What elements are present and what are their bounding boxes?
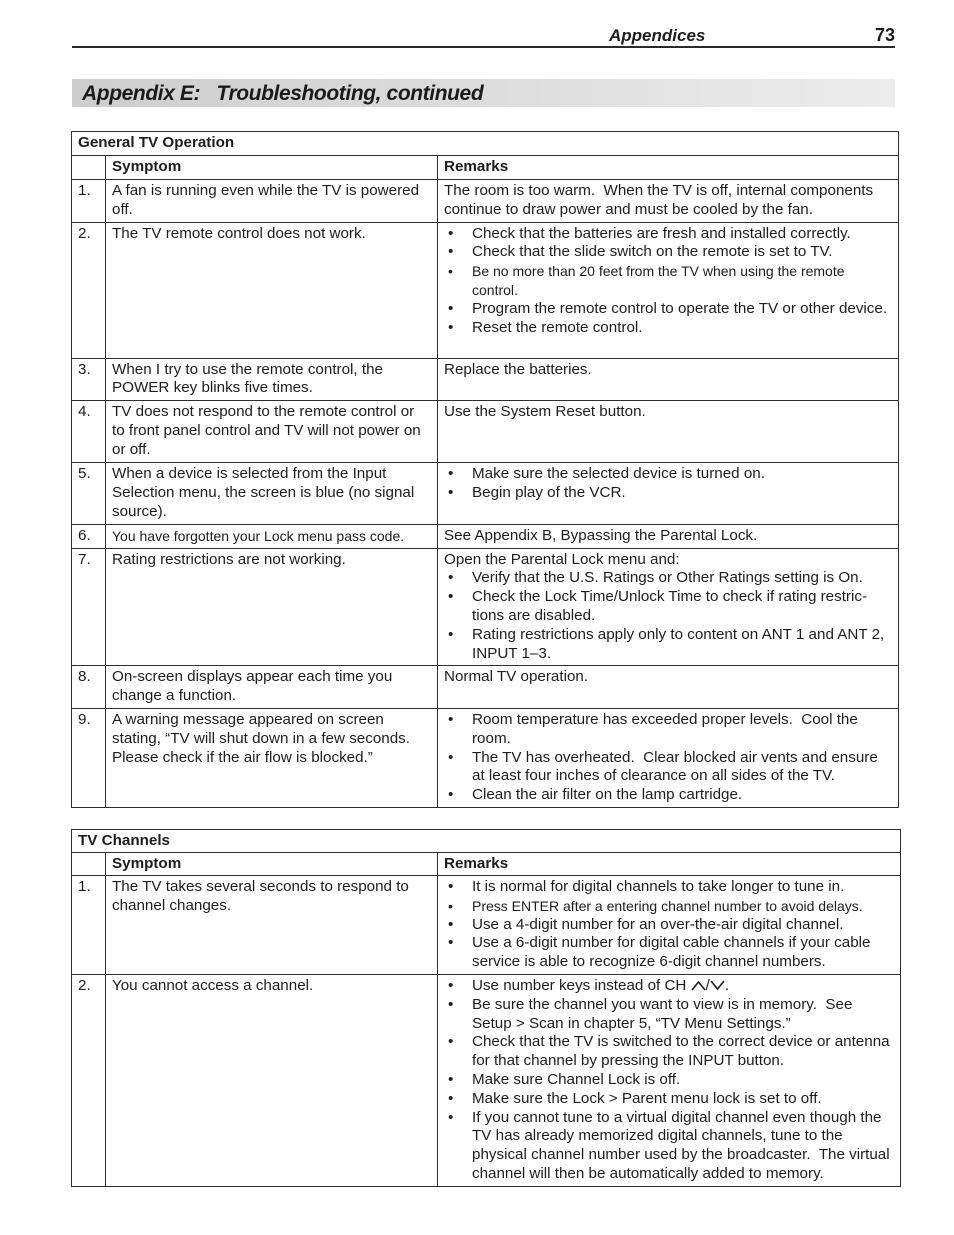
symptom-cell: When I try to use the remote control, the POWER key blinks five times. bbox=[106, 358, 438, 401]
remarks-cell bbox=[438, 222, 899, 358]
section-label: Appendices bbox=[609, 26, 706, 45]
remark-bullet: • Use a 4-digit number for an over-the-air digital channel. bbox=[444, 916, 894, 935]
row-number: 2. bbox=[72, 974, 106, 1186]
remark-bullet: • Make sure the selected device is turned on. bbox=[444, 465, 892, 484]
symptom-cell: The TV remote control does not work. bbox=[106, 222, 438, 358]
table-row bbox=[72, 974, 901, 1186]
remark-bullet: • Program the remote control to operate the TV or other device. bbox=[444, 300, 892, 319]
column-header-row bbox=[72, 156, 899, 180]
row-number: 5. bbox=[72, 463, 106, 524]
remarks-column-header: Remarks bbox=[438, 852, 901, 875]
table-heading-row bbox=[72, 829, 901, 852]
remark-bullet: • Make sure Channel Lock is off. bbox=[444, 1071, 894, 1090]
table-heading-row bbox=[72, 132, 899, 156]
remark-bullet: • Make sure the Lock > Parent menu lock is set to off. bbox=[444, 1090, 894, 1109]
remark-bullet: • Check that the TV is switched to the correct device or antenna for that channel by pressing the INPUT button. bbox=[444, 1033, 894, 1071]
ch-keys-end: . bbox=[724, 976, 730, 994]
table-row bbox=[72, 401, 899, 463]
row-number: 1. bbox=[72, 180, 106, 223]
table-heading: General TV Operation bbox=[72, 132, 899, 156]
remark-bullet: • Be no more than 20 feet from the TV when using the remote control. bbox=[444, 262, 892, 300]
number-column-header bbox=[72, 156, 106, 180]
table-row bbox=[72, 358, 899, 401]
remark-bullet: • Clean the air filter on the lamp cartridge. bbox=[444, 786, 892, 805]
column-header-row bbox=[72, 852, 901, 875]
remarks-column-header: Remarks bbox=[438, 156, 899, 180]
page-number: 73 bbox=[874, 25, 895, 45]
table-row bbox=[72, 222, 899, 358]
remark-bullet: • Reset the remote control. bbox=[444, 319, 892, 338]
general-tv-operation-table bbox=[71, 131, 899, 808]
remark-bullet: • Verify that the U.S. Ratings or Other Ratings setting is On. bbox=[444, 569, 892, 588]
chevron-up-icon bbox=[691, 980, 706, 991]
remark-bullet: • Check that the slide switch on the remote is set to TV. bbox=[444, 243, 892, 262]
remarks-cell: Use the System Reset button. bbox=[438, 401, 899, 463]
row-number: 6. bbox=[72, 524, 106, 548]
table-row bbox=[72, 875, 901, 974]
table-row bbox=[72, 548, 899, 666]
title-bar bbox=[72, 79, 895, 107]
table-row bbox=[72, 524, 899, 548]
table-row bbox=[72, 666, 899, 709]
remark-bullet: • Be sure the channel you want to view is in memory. See Setup > Scan in chapter 5, “TV Menu Settings.” bbox=[444, 996, 894, 1034]
row-number: 7. bbox=[72, 548, 106, 666]
remark-bullet: • Check that the batteries are fresh and installed correctly. bbox=[444, 225, 892, 244]
remarks-cell bbox=[438, 974, 901, 1186]
ch-keys-text: Use number keys instead of CH bbox=[472, 976, 691, 994]
remark-bullet: • It is normal for digital channels to take longer to tune in. bbox=[444, 878, 894, 897]
remarks-list bbox=[444, 878, 894, 972]
row-number: 4. bbox=[72, 401, 106, 463]
symptom-cell: Rating restrictions are not working. bbox=[106, 548, 438, 666]
symptom-cell: You have forgotten your Lock menu pass code. bbox=[106, 524, 438, 548]
symptom-cell: You cannot access a channel. bbox=[106, 974, 438, 1186]
tv-channels-table bbox=[71, 829, 901, 1187]
remarks-list bbox=[444, 225, 892, 338]
remarks-cell bbox=[438, 875, 901, 974]
header-rule bbox=[72, 46, 895, 48]
symptom-column-header: Symptom bbox=[106, 156, 438, 180]
remarks-cell: Normal TV operation. bbox=[438, 666, 899, 709]
row-number: 3. bbox=[72, 358, 106, 401]
remark-bullet: • Press ENTER after a entering channel number to avoid delays. bbox=[444, 897, 894, 916]
chevron-down-icon bbox=[710, 980, 725, 991]
remarks-cell: The room is too warm. When the TV is off, internal components continue to draw power and must be cooled by the fan. bbox=[438, 180, 899, 223]
table-row bbox=[72, 463, 899, 524]
row-number: 9. bbox=[72, 708, 106, 807]
remark-bullet: • Room temperature has exceeded proper levels. Cool the room. bbox=[444, 711, 892, 749]
symptom-column-header: Symptom bbox=[106, 852, 438, 875]
remarks-cell bbox=[438, 548, 899, 666]
page-title: Appendix E: Troubleshooting, continued bbox=[82, 82, 484, 105]
remarks-cell: See Appendix B, Bypassing the Parental Lock. bbox=[438, 524, 899, 548]
table-heading: TV Channels bbox=[72, 829, 901, 852]
table-row bbox=[72, 708, 899, 807]
ch-keys-separator: / bbox=[705, 976, 710, 994]
remark-bullet: • Use a 6-digit number for digital cable channels if your cable service is able to recognize 6-digit channel numbers. bbox=[444, 934, 894, 972]
tables-container bbox=[71, 131, 901, 1187]
remark-bullet bbox=[444, 977, 894, 996]
row-number: 1. bbox=[72, 875, 106, 974]
row-number: 8. bbox=[72, 666, 106, 709]
remarks-intro: Open the Parental Lock menu and: bbox=[444, 550, 680, 568]
remark-bullet: • The TV has overheated. Clear blocked air vents and ensure at least four inches of clearance on all sides of the TV. bbox=[444, 749, 892, 787]
remarks-cell: Replace the batteries. bbox=[438, 358, 899, 401]
remark-bullet: • Begin play of the VCR. bbox=[444, 484, 892, 503]
symptom-cell: On-screen displays appear each time you change a function. bbox=[106, 666, 438, 709]
symptom-cell: TV does not respond to the remote control or to front panel control and TV will not power on or off. bbox=[106, 401, 438, 463]
table-row bbox=[72, 180, 899, 223]
remarks-list bbox=[444, 711, 892, 805]
remarks-list bbox=[444, 569, 892, 663]
symptom-cell: A warning message appeared on screen stating, “TV will shut down in a few seconds. Please check if the air flow is blocked.” bbox=[106, 708, 438, 807]
number-column-header bbox=[72, 852, 106, 875]
remark-bullet: • If you cannot tune to a virtual digital channel even though the TV has already memorized digital channels, tune to the physical channel number used by the broadcaster. The virtual channel will then be automatically added to memory. bbox=[444, 1109, 894, 1184]
remark-bullet: • Rating restrictions apply only to content on ANT 1 and ANT 2, INPUT 1–3. bbox=[444, 626, 892, 664]
remark-bullet: • Check the Lock Time/Unlock Time to check if rating restric-tions are disabled. bbox=[444, 588, 892, 626]
remarks-list bbox=[444, 977, 894, 1184]
remarks-list bbox=[444, 465, 892, 503]
remarks-cell bbox=[438, 463, 899, 524]
symptom-cell: A fan is running even while the TV is powered off. bbox=[106, 180, 438, 223]
symptom-cell: When a device is selected from the Input Selection menu, the screen is blue (no signal source). bbox=[106, 463, 438, 524]
symptom-cell: The TV takes several seconds to respond to channel changes. bbox=[106, 875, 438, 974]
row-number: 2. bbox=[72, 222, 106, 358]
remarks-cell bbox=[438, 708, 899, 807]
